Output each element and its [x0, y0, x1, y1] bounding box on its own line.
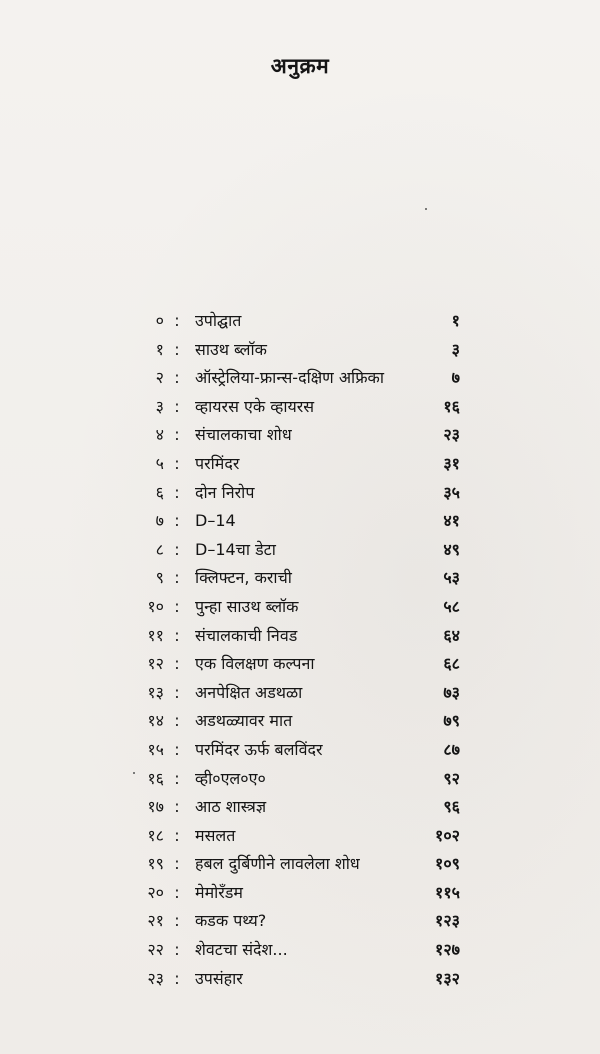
- page-number: २३: [443, 425, 460, 445]
- page-number: ३१: [443, 453, 460, 473]
- chapter-number: ९: [155, 568, 164, 588]
- paper-speck: [425, 208, 427, 210]
- separator: :: [174, 539, 180, 559]
- chapter-number: १७: [147, 797, 164, 817]
- chapter-title: अडथळ्यावर मात: [195, 711, 293, 731]
- chapter-title: आठ शास्त्रज्ञ: [195, 797, 267, 817]
- chapter-title: एक विलक्षण कल्पना: [195, 654, 315, 674]
- toc-entry: [0, 393, 600, 422]
- chapter-title: अनपेक्षित अडथळा: [195, 682, 303, 702]
- separator: :: [174, 396, 180, 416]
- separator: :: [174, 968, 180, 988]
- chapter-title: शेवटचा संदेश...: [195, 940, 288, 960]
- paper-speck: [133, 772, 135, 774]
- chapter-number: १५: [147, 739, 164, 759]
- toc-entry: [0, 307, 600, 336]
- toc-entry: [0, 507, 600, 536]
- chapter-title: उपोद्घात: [195, 311, 242, 330]
- chapter-number: ६: [155, 482, 164, 502]
- separator: :: [174, 425, 180, 445]
- chapter-number: ११: [147, 625, 164, 645]
- page-number: १०२: [435, 825, 460, 845]
- chapter-number: २३: [147, 968, 164, 988]
- page-number: ८७: [443, 739, 460, 759]
- toc-entry: [0, 650, 600, 679]
- page-number: १६: [443, 396, 460, 416]
- page-number: ५८: [443, 596, 460, 616]
- chapter-title: क्लिफ्टन, कराची: [195, 568, 292, 588]
- chapter-title: साउथ ब्लॉक: [195, 339, 267, 359]
- toc-entry: [0, 450, 600, 479]
- page-number: १२३: [435, 911, 460, 931]
- page-number: ७९: [443, 711, 460, 731]
- chapter-number: १२: [147, 654, 164, 674]
- toc-entry: [0, 822, 600, 851]
- toc-entry: [0, 965, 600, 994]
- page-number: १: [451, 311, 460, 330]
- page-number: ६८: [443, 654, 460, 674]
- chapter-number: ७: [155, 511, 164, 531]
- separator: :: [174, 339, 180, 359]
- page-number: ६४: [443, 625, 460, 645]
- toc-entry: [0, 336, 600, 365]
- separator: :: [174, 511, 180, 531]
- chapter-number: १९: [147, 854, 164, 874]
- chapter-title: व्हायरस एके व्हायरस: [195, 396, 315, 416]
- chapter-number: २: [155, 368, 164, 388]
- chapter-number: ८: [155, 539, 164, 559]
- separator: :: [174, 596, 180, 616]
- page-number: १२७: [435, 940, 460, 960]
- toc-entry: [0, 879, 600, 908]
- toc-entry: [0, 593, 600, 622]
- table-of-contents: [0, 307, 600, 993]
- chapter-number: १८: [147, 825, 164, 845]
- page-number: १०९: [435, 854, 460, 874]
- toc-entry: [0, 564, 600, 593]
- toc-entry: [0, 707, 600, 736]
- chapter-number: १०: [147, 596, 164, 616]
- separator: :: [174, 654, 180, 674]
- toc-entry: [0, 536, 600, 565]
- chapter-number: २०: [147, 882, 164, 902]
- toc-entry: [0, 765, 600, 794]
- separator: :: [174, 882, 180, 902]
- separator: :: [174, 854, 180, 874]
- page-number: ७: [451, 368, 460, 388]
- chapter-number: ०: [155, 311, 164, 330]
- chapter-title: D–14: [195, 511, 236, 531]
- toc-entry: [0, 736, 600, 765]
- toc-entry: [0, 679, 600, 708]
- chapter-title: हबल दुर्बिणीने लावलेला शोध: [195, 854, 360, 874]
- page-number: ९२: [443, 768, 460, 788]
- toc-entry: [0, 622, 600, 651]
- chapter-title: D–14चा डेटा: [195, 539, 276, 559]
- chapter-number: ४: [155, 425, 164, 445]
- separator: :: [174, 568, 180, 588]
- separator: :: [174, 911, 180, 931]
- chapter-title: संचालकाचा शोध: [195, 425, 292, 445]
- chapter-number: १३: [147, 682, 164, 702]
- chapter-title: उपसंहार: [195, 968, 243, 988]
- toc-entry: [0, 364, 600, 393]
- toc-entry: [0, 421, 600, 450]
- separator: :: [174, 711, 180, 731]
- chapter-title: ऑस्ट्रेलिया-फ्रान्स-दक्षिण अफ्रिका: [195, 368, 384, 388]
- chapter-number: २२: [147, 940, 164, 960]
- chapter-number: २१: [147, 911, 164, 931]
- separator: :: [174, 368, 180, 388]
- chapter-number: १: [155, 339, 164, 359]
- chapter-number: १६: [147, 768, 164, 788]
- toc-entry: [0, 907, 600, 936]
- separator: :: [174, 482, 180, 502]
- separator: :: [174, 682, 180, 702]
- separator: :: [174, 825, 180, 845]
- page-number: ५३: [443, 568, 460, 588]
- chapter-title: परमिंदर: [195, 453, 240, 473]
- separator: :: [174, 311, 180, 330]
- separator: :: [174, 739, 180, 759]
- separator: :: [174, 453, 180, 473]
- separator: :: [174, 625, 180, 645]
- toc-entry: [0, 936, 600, 965]
- page-number: ७३: [443, 682, 460, 702]
- page-title: अनुक्रम: [270, 54, 330, 78]
- toc-entry: [0, 850, 600, 879]
- chapter-title: दोन निरोप: [195, 482, 255, 502]
- toc-entry: [0, 793, 600, 822]
- page-number: ४१: [443, 511, 460, 531]
- chapter-number: ३: [155, 396, 164, 416]
- chapter-number: ५: [155, 453, 164, 473]
- page-number: ३५: [443, 482, 460, 502]
- chapter-title: पुन्हा साउथ ब्लॉक: [195, 596, 299, 616]
- page-number: ४९: [443, 539, 460, 559]
- separator: :: [174, 940, 180, 960]
- chapter-title: संचालकाची निवड: [195, 625, 298, 645]
- separator: :: [174, 768, 180, 788]
- chapter-number: १४: [147, 711, 164, 731]
- chapter-title: मेमोरँडम: [195, 882, 243, 902]
- chapter-title: कडक पथ्य?: [195, 911, 267, 931]
- page-number: १३२: [435, 968, 460, 988]
- chapter-title: व्ही०एल०ए०: [195, 768, 266, 788]
- chapter-title: मसलत: [195, 825, 236, 845]
- chapter-title: परमिंदर ऊर्फ बलविंदर: [195, 739, 323, 759]
- page-number: ९६: [443, 797, 460, 817]
- toc-entry: [0, 479, 600, 508]
- page-number: ११५: [435, 882, 460, 902]
- page-number: ३: [451, 339, 460, 359]
- separator: :: [174, 797, 180, 817]
